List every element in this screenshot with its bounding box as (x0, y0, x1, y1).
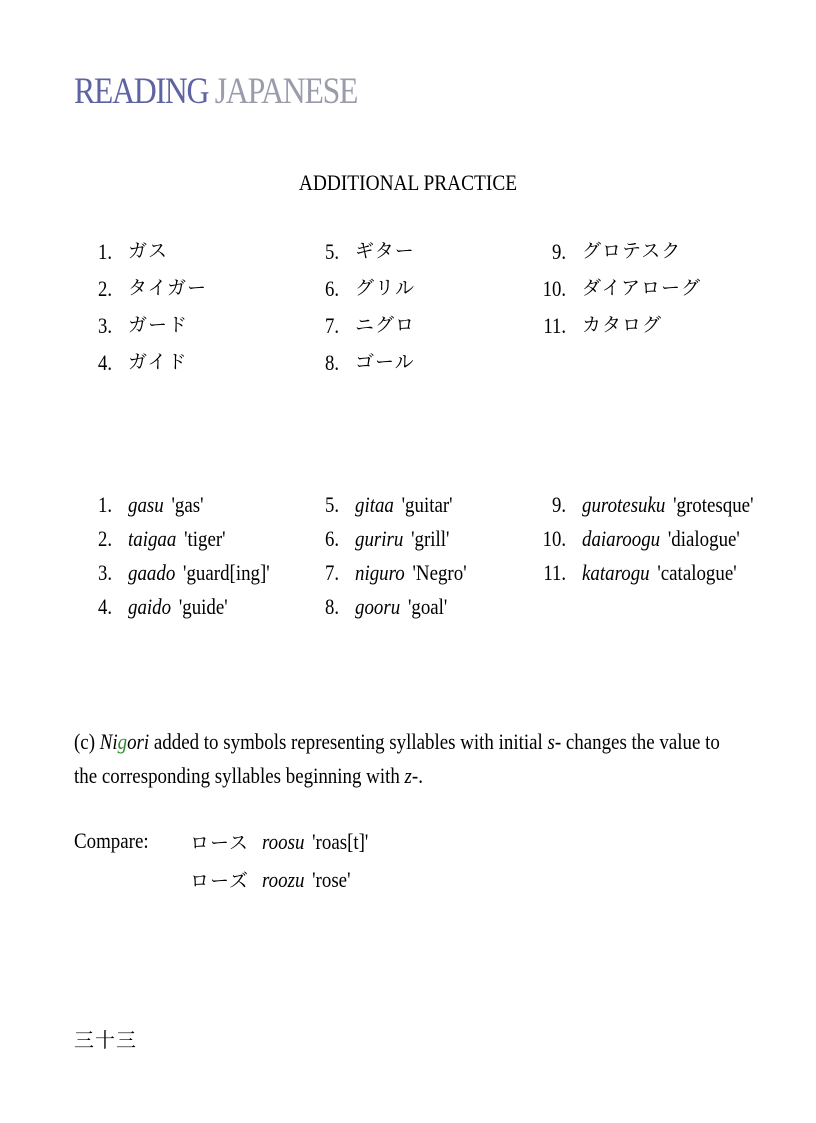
list-item (526, 556, 781, 590)
romaji-list-col2 (299, 488, 485, 624)
english-gloss: 'guard[ing]' (183, 560, 270, 585)
item-number: 9. (551, 492, 566, 517)
item-number: 7. (324, 313, 339, 338)
item-number: 3. (97, 560, 112, 585)
list-item (299, 556, 485, 590)
note-s: s- (547, 729, 562, 754)
list-item (72, 233, 207, 270)
kana-word: ガス (128, 240, 169, 262)
list-item (299, 488, 485, 522)
kana-word: ロース (190, 832, 250, 854)
romaji-word: gasu (128, 492, 164, 517)
romaji-list-col1 (72, 488, 293, 624)
item-number: 8. (324, 594, 339, 619)
list-item (72, 270, 207, 307)
list-item (299, 344, 415, 381)
item-number: 2. (97, 276, 112, 301)
note-nigori-b: g (117, 729, 128, 754)
item-number: 6. (324, 526, 339, 551)
page-number: 三十三 (74, 1028, 137, 1052)
english-gloss: 'grill' (411, 526, 450, 551)
kana-word: グロテスク (582, 240, 682, 262)
english-gloss: 'catalogue' (657, 560, 737, 585)
romaji-word: roozu (262, 867, 305, 892)
item-number: 1. (97, 492, 112, 517)
item-number: 6. (324, 276, 339, 301)
kana-word: ガード (128, 314, 189, 336)
list-item (526, 488, 781, 522)
english-gloss: 'Negro' (412, 560, 467, 585)
kana-word: ギター (355, 240, 415, 262)
romaji-word: daiaroogu (582, 526, 661, 551)
compare-label: Compare: (74, 828, 149, 853)
item-number: 5. (324, 239, 339, 264)
list-item (299, 590, 485, 624)
note-text2: changes the value to the corresponding syllables beginning with (74, 729, 720, 788)
item-number: 5. (324, 492, 339, 517)
kana-word: ダイアローグ (582, 277, 702, 299)
list-item (299, 233, 415, 270)
kana-list-col1 (72, 233, 207, 381)
romaji-list-col3 (526, 488, 781, 590)
compare-row (190, 866, 365, 893)
item-number: 10. (542, 276, 566, 301)
kana-word: ゴール (355, 351, 415, 373)
note-prefix: (c) (74, 729, 100, 754)
item-number: 4. (97, 350, 112, 375)
item-number: 10. (542, 526, 566, 551)
list-item (72, 522, 293, 556)
english-gloss: 'goal' (407, 594, 448, 619)
romaji-word: gaido (128, 594, 172, 619)
list-item (299, 522, 485, 556)
list-item (526, 270, 701, 307)
kana-word: ローズ (190, 870, 250, 892)
item-number: 7. (324, 560, 339, 585)
header-japanese: JAPANESE (214, 71, 358, 112)
list-item (72, 307, 207, 344)
note-nigori-c: ori (127, 729, 150, 754)
item-number: 8. (324, 350, 339, 375)
kana-word: カタログ (582, 314, 663, 336)
note-text3: . (418, 763, 423, 788)
english-gloss: 'guitar' (401, 492, 453, 517)
romaji-word: gurotesuku (582, 492, 666, 517)
romaji-word: taigaa (128, 526, 177, 551)
romaji-word: guriru (355, 526, 404, 551)
list-item (526, 307, 701, 344)
kana-list-col3 (526, 233, 701, 344)
kana-word: ガイド (128, 351, 188, 373)
list-item (72, 556, 293, 590)
romaji-word: katarogu (582, 560, 650, 585)
item-number: 3. (97, 313, 112, 338)
list-item (72, 488, 293, 522)
item-number: 11. (543, 313, 566, 338)
item-number: 2. (97, 526, 112, 551)
list-item (299, 307, 415, 344)
english-gloss: 'grotesque' (673, 492, 754, 517)
list-item (72, 590, 293, 624)
item-number: 9. (551, 239, 566, 264)
note-nigori-a: Ni (99, 729, 118, 754)
romaji-word: gaado (128, 560, 176, 585)
compare-row (190, 828, 386, 855)
kana-word: グリル (355, 277, 416, 299)
section-title: ADDITIONAL PRACTICE (298, 170, 518, 195)
english-gloss: 'rose' (312, 867, 351, 892)
item-number: 11. (543, 560, 566, 585)
item-number: 1. (97, 239, 112, 264)
romaji-word: niguro (355, 560, 405, 585)
note-z: z- (404, 763, 419, 788)
nigori-note (74, 725, 728, 793)
english-gloss: 'gas' (171, 492, 204, 517)
note-text1: added to symbols representing syllables with initial (149, 729, 548, 754)
kana-list-col2 (299, 233, 415, 381)
page-header (74, 70, 357, 113)
header-reading: READING (74, 71, 209, 112)
romaji-word: gitaa (355, 492, 394, 517)
item-number: 4. (97, 594, 112, 619)
english-gloss: 'tiger' (184, 526, 226, 551)
list-item (526, 522, 781, 556)
list-item (299, 270, 415, 307)
english-gloss: 'guide' (178, 594, 228, 619)
list-item (72, 344, 207, 381)
romaji-word: gooru (355, 594, 401, 619)
kana-word: ニグロ (355, 314, 416, 336)
english-gloss: 'dialogue' (667, 526, 740, 551)
romaji-word: roosu (262, 829, 305, 854)
kana-word: タイガー (128, 277, 208, 299)
english-gloss: 'roas[t]' (312, 829, 369, 854)
list-item (526, 233, 701, 270)
